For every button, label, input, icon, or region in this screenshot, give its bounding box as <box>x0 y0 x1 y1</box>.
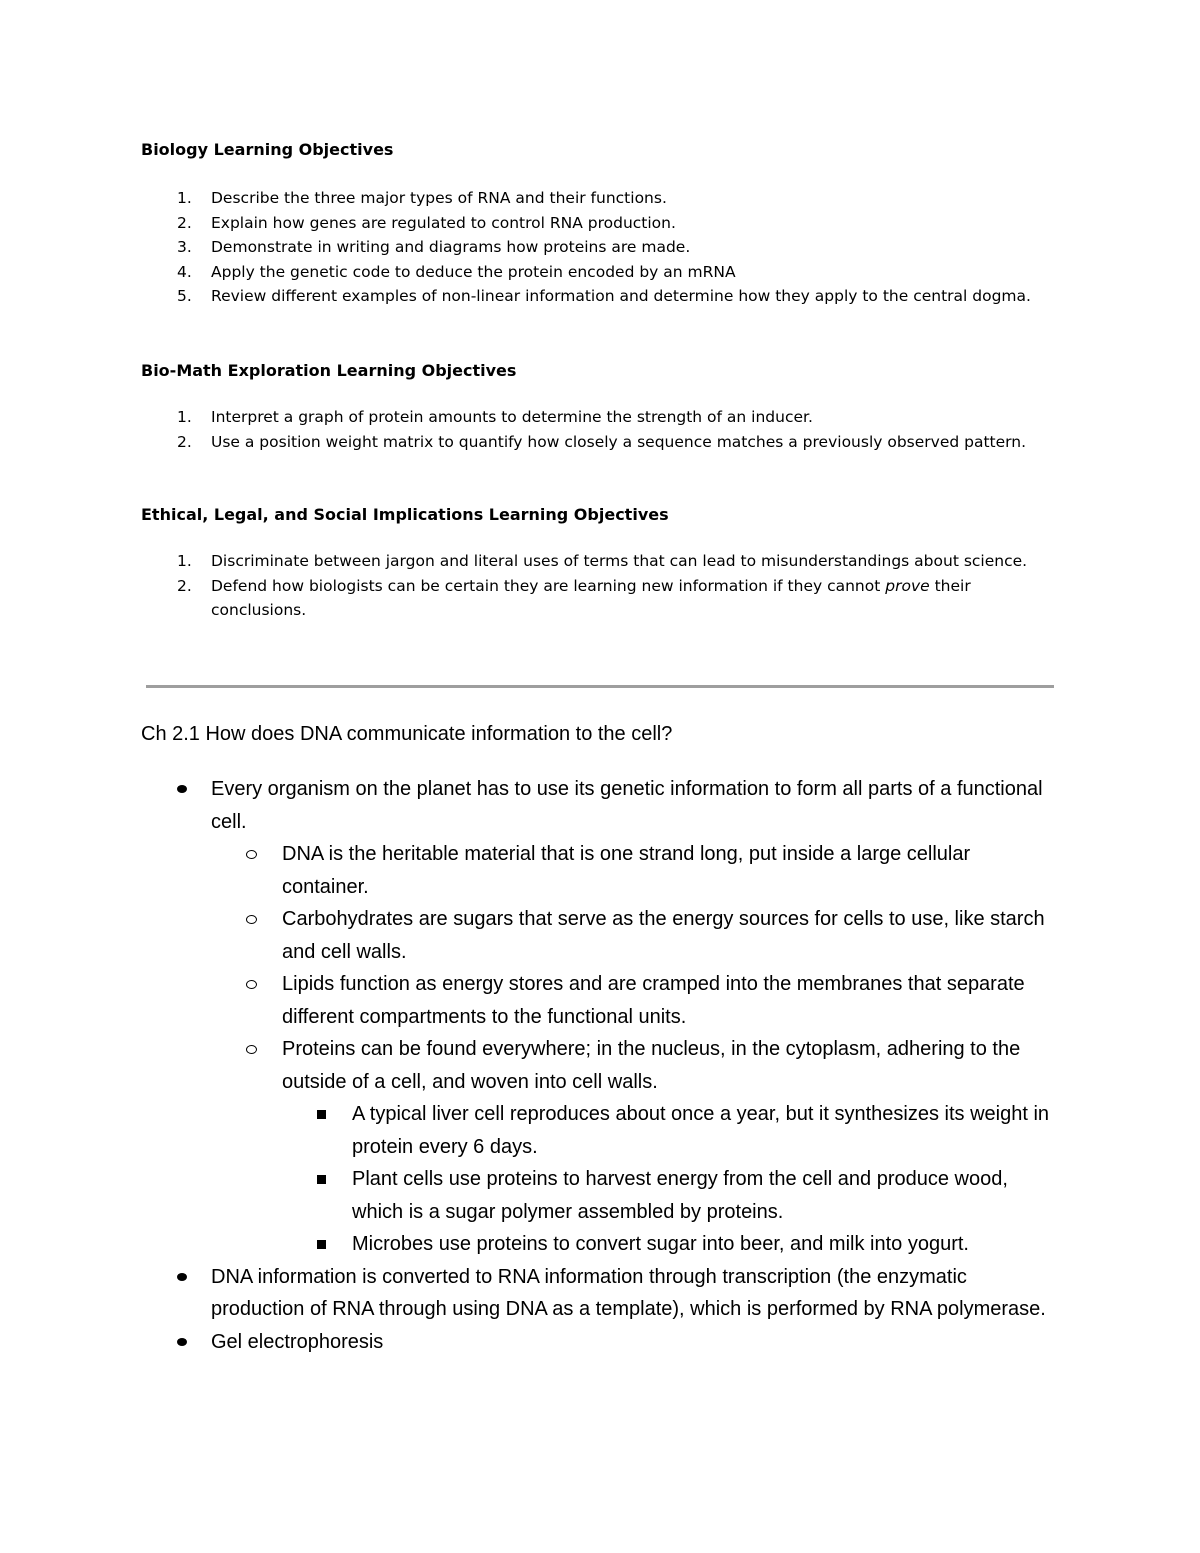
item-number: 1. <box>177 408 192 426</box>
list-item <box>141 260 1051 285</box>
item-text: Use a position weight matrix to quantify how closely a sequence matches a previously observed pattern. <box>211 432 1027 451</box>
list-item <box>141 1163 1051 1228</box>
biomath-objectives-heading: Bio-Math Exploration Learning Objectives <box>141 361 517 380</box>
biomath-objectives-list <box>141 405 1051 454</box>
square-bullet-icon <box>317 1240 326 1249</box>
hollow-bullet-icon <box>246 915 257 924</box>
list-item <box>141 1033 1051 1098</box>
hollow-bullet-icon <box>246 1045 257 1054</box>
chapter-heading: Ch 2.1 How does DNA communicate information to the cell? <box>141 723 673 745</box>
list-item <box>141 574 1051 623</box>
horizontal-divider <box>146 685 1054 688</box>
note-text: Every organism on the planet has to use its genetic information to form all parts of a functional cell. <box>211 778 1043 833</box>
item-number: 3. <box>177 238 192 256</box>
note-text: Gel electrophoresis <box>211 1330 384 1353</box>
list-item <box>141 1228 1051 1261</box>
note-text: Lipids function as energy stores and are cramped into the membranes that separate different compartments to the functional units. <box>282 973 1025 1028</box>
note-text: DNA information is converted to RNA information through transcription (the enzymatic production of RNA through using DNA as a template), which is performed by RNA polymerase. <box>211 1265 1046 1320</box>
hollow-bullet-icon <box>246 850 257 859</box>
note-text: Carbohydrates are sugars that serve as the energy sources for cells to use, like starch and cell walls. <box>282 908 1045 963</box>
list-item <box>141 1098 1051 1163</box>
item-text: Defend how biologists can be certain they are learning new information if they cannot <box>211 576 886 595</box>
biology-objectives-heading: Biology Learning Objectives <box>141 140 394 159</box>
hollow-bullet-icon <box>246 980 257 989</box>
list-item <box>141 430 1051 455</box>
chapter-notes-list <box>141 773 1051 1358</box>
note-text: Proteins can be found everywhere; in the nucleus, in the cytoplasm, adhering to the outside of a cell, and woven into cell walls. <box>282 1038 1021 1093</box>
item-number: 2. <box>177 432 192 451</box>
list-item <box>141 235 1051 260</box>
item-number: 4. <box>177 262 192 281</box>
elsi-objectives-heading: Ethical, Legal, and Social Implications Learning Objectives <box>141 505 669 524</box>
list-item <box>141 186 1051 211</box>
list-item <box>141 838 1051 903</box>
item-number: 2. <box>177 213 192 232</box>
item-number: 1. <box>177 189 192 207</box>
elsi-objectives-list <box>141 549 1051 623</box>
list-item <box>141 284 1051 309</box>
item-text: Demonstrate in writing and diagrams how proteins are made. <box>211 238 691 256</box>
note-text: A typical liver cell reproduces about once a year, but it synthesizes its weight in protein every 6 days. <box>352 1103 1050 1158</box>
filled-bullet-icon <box>177 1338 187 1346</box>
item-text: Explain how genes are regulated to control RNA production. <box>211 213 676 232</box>
filled-bullet-icon <box>177 1273 187 1281</box>
list-item <box>141 1326 1051 1359</box>
item-text: Describe the three major types of RNA and their functions. <box>211 189 667 207</box>
item-text: Review different examples of non-linear information and determine how they apply to the central dogma. <box>211 287 1031 305</box>
item-text: Discriminate between jargon and literal uses of terms that can lead to misunderstandings about science. <box>211 552 1028 570</box>
item-text: Interpret a graph of protein amounts to determine the strength of an inducer. <box>211 408 813 426</box>
biology-objectives-list <box>141 186 1051 309</box>
square-bullet-icon <box>317 1175 326 1184</box>
item-number: 5. <box>177 287 192 305</box>
list-item <box>141 903 1051 968</box>
note-text: Plant cells use proteins to harvest energy from the cell and produce wood, which is a sugar polymer assembled by proteins. <box>352 1168 1008 1223</box>
item-text: Apply the genetic code to deduce the protein encoded by an mRNA <box>211 262 736 281</box>
list-item <box>141 773 1051 838</box>
square-bullet-icon <box>317 1110 326 1119</box>
list-item <box>141 1261 1051 1326</box>
item-text-end: their conclusions. <box>211 576 971 619</box>
emphasis-prove: prove <box>885 576 930 595</box>
list-item <box>141 405 1051 430</box>
list-item <box>141 968 1051 1033</box>
list-item <box>141 549 1051 574</box>
item-number: 2. <box>177 576 192 595</box>
item-number: 1. <box>177 552 192 570</box>
note-text: Microbes use proteins to convert sugar into beer, and milk into yogurt. <box>352 1233 969 1255</box>
list-item <box>141 211 1051 236</box>
note-text: DNA is the heritable material that is one strand long, put inside a large cellular container. <box>282 843 971 898</box>
filled-bullet-icon <box>177 785 187 793</box>
